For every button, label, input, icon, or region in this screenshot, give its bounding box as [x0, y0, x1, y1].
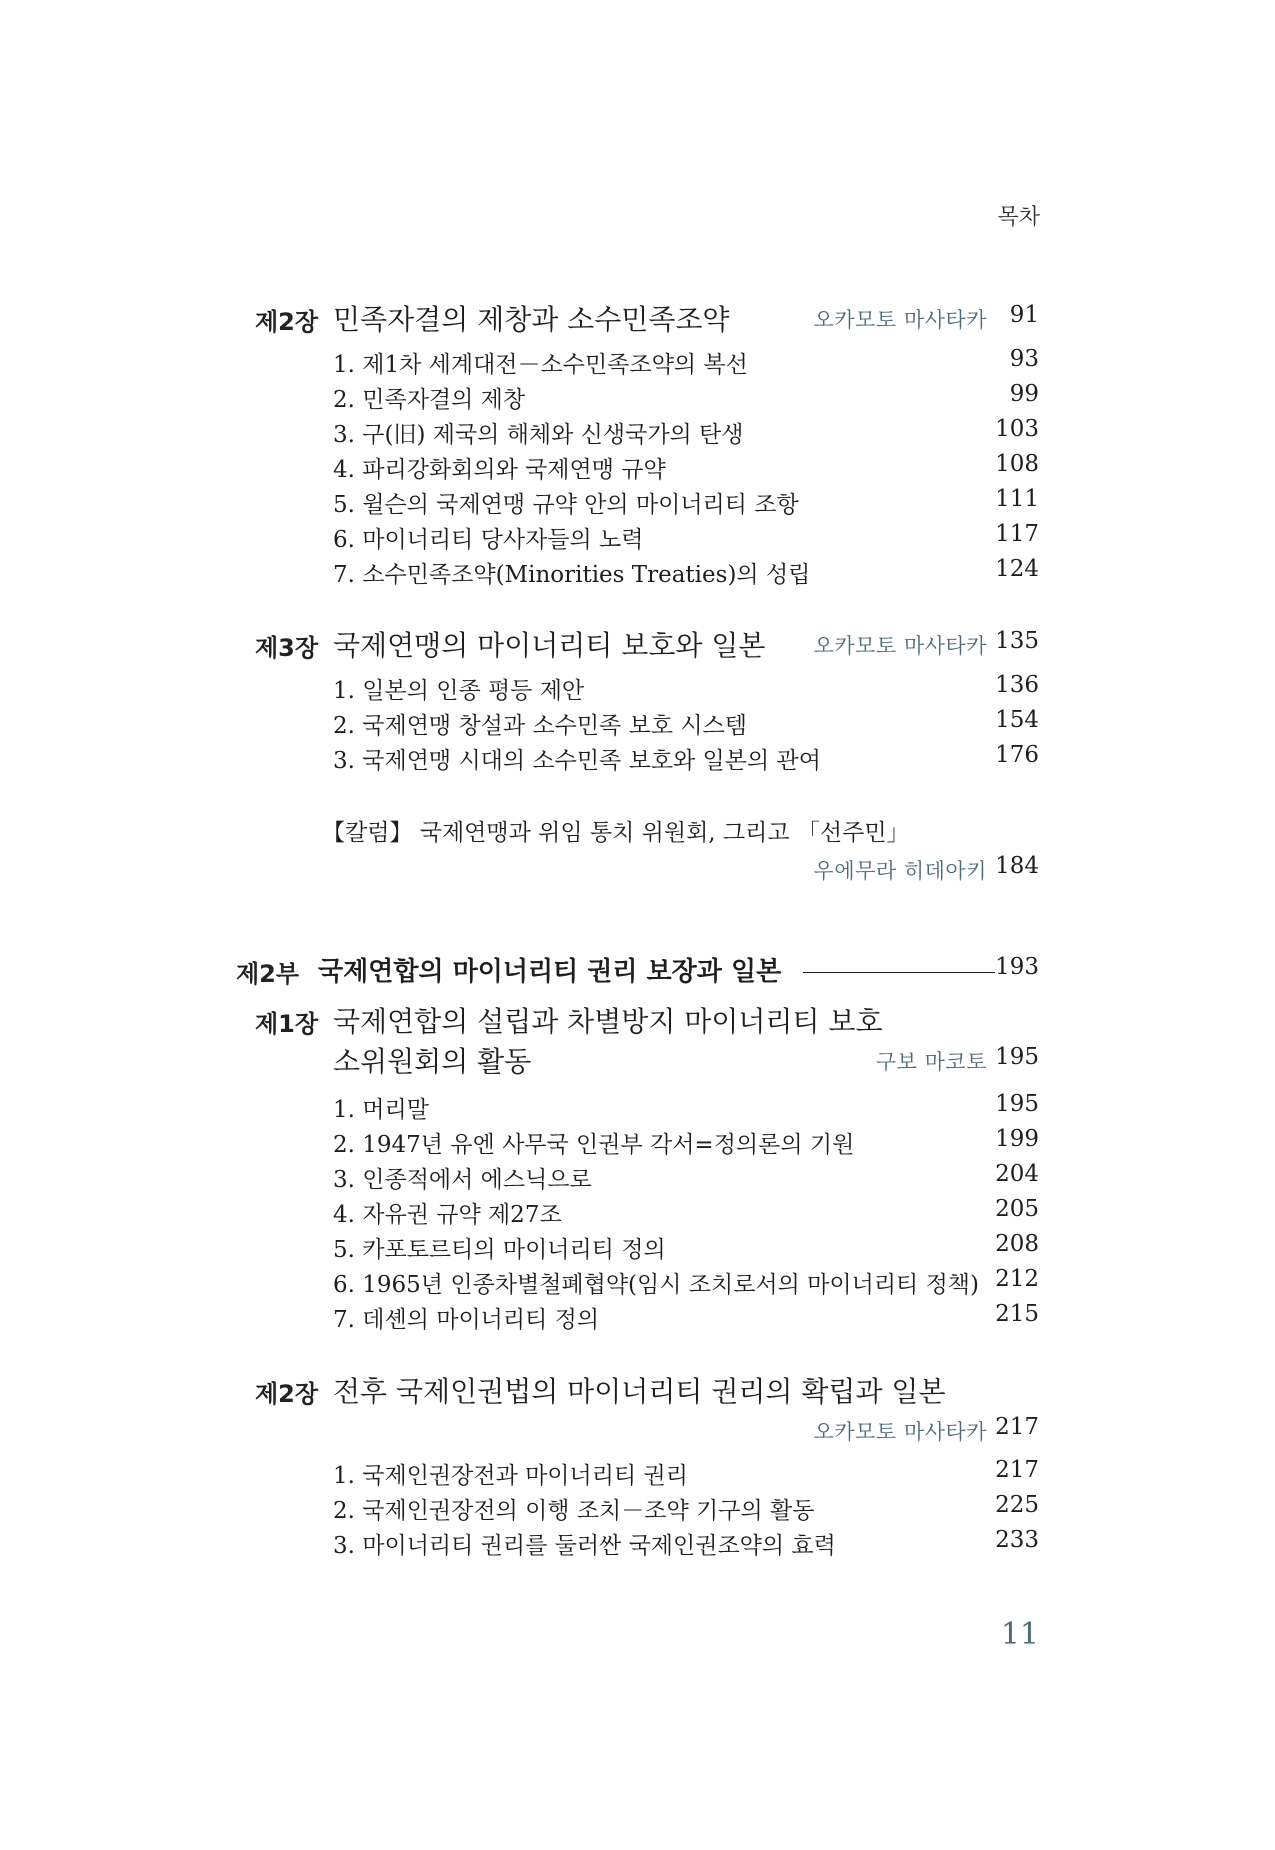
chapter-title: 전후 국제인권법의 마이너리티 권리의 확립과 일본 [333, 1375, 946, 1408]
page-number: 193 [995, 954, 1039, 980]
page-number: 215 [995, 1301, 1039, 1327]
section-title: 3. 국제연맹 시대의 소수민족 보호와 일본의 관여 [333, 748, 821, 774]
toc-section-entry [0, 1122, 1275, 1162]
section-title: 1. 일본의 인종 평등 제안 [333, 678, 585, 704]
toc-section-entry [0, 377, 1275, 417]
leader-rule [803, 972, 995, 973]
toc-section-entry [0, 1227, 1275, 1267]
toc-section-entry [0, 1453, 1275, 1493]
page-folio: 11 [1000, 1617, 1039, 1652]
chapter-author: 구보 마코토 [875, 1050, 987, 1074]
page-number: 205 [995, 1196, 1039, 1222]
section-title: 5. 카포토르티의 마이너리티 정의 [333, 1237, 666, 1263]
chapter-label: 제2장 [255, 1380, 319, 1408]
page-number: 199 [995, 1126, 1039, 1152]
page-number: 136 [995, 672, 1039, 698]
page-number: 217 [995, 1414, 1039, 1440]
page-number: 233 [995, 1527, 1039, 1553]
toc-column-author-row [0, 849, 1275, 889]
page-number: 135 [995, 628, 1039, 654]
section-title: 2. 국제인권장전의 이행 조치－조약 기구의 활동 [333, 1498, 815, 1524]
toc-section-entry [0, 552, 1275, 592]
chapter-title-line1: 국제연합의 설립과 차별방지 마이너리티 보호 [333, 1005, 883, 1038]
section-title: 2. 1947년 유엔 사무국 인권부 각서=정의론의 기원 [333, 1132, 855, 1158]
toc-chapter-entry [0, 1370, 1275, 1410]
toc-section-entry [0, 1192, 1275, 1232]
page-number: 195 [995, 1091, 1039, 1117]
running-header: 목차 [997, 205, 1040, 230]
toc-section-entry [0, 1488, 1275, 1528]
chapter-title-line2: 소위원회의 활동 [333, 1045, 532, 1078]
section-title: 7. 데셴의 마이너리티 정의 [333, 1307, 600, 1333]
toc-section-entry [0, 1157, 1275, 1197]
toc-chapter-entry [0, 298, 1275, 338]
chapter-author: 오카모토 마사타카 [813, 308, 987, 332]
page-number: 103 [995, 416, 1039, 442]
section-title: 6. 마이너리티 당사자들의 노력 [333, 527, 644, 553]
chapter-label: 제3장 [255, 634, 319, 662]
page-number: 154 [995, 707, 1039, 733]
page-number: 99 [1009, 381, 1039, 407]
page-number: 91 [1009, 302, 1039, 328]
toc-column-entry [0, 810, 1275, 850]
chapter-title: 국제연맹의 마이너리티 보호와 일본 [333, 629, 766, 662]
section-title: 3. 구(旧) 제국의 해체와 신생국가의 탄생 [333, 422, 744, 448]
section-title: 4. 파리강화회의와 국제연맹 규약 [333, 457, 666, 483]
section-title: 5. 윌슨의 국제연맹 규약 안의 마이너리티 조항 [333, 492, 799, 518]
chapter-title: 민족자결의 제창과 소수민족조약 [333, 303, 730, 336]
toc-section-entry [0, 668, 1275, 708]
toc-chapter-entry-cont [0, 1040, 1275, 1080]
section-title: 1. 제1차 세계대전－소수민족조약의 복선 [333, 352, 748, 378]
section-title: 6. 1965년 인종차별철폐협약(임시 조치로서의 마이너리티 정책) [333, 1272, 979, 1298]
toc-section-entry [0, 1087, 1275, 1127]
section-title: 3. 인종적에서 에스닉으로 [333, 1167, 592, 1193]
toc-part-entry [0, 950, 1275, 990]
page-number: 111 [995, 486, 1039, 512]
page-number: 108 [995, 451, 1039, 477]
part-title: 국제연합의 마이너리티 권리 보장과 일본 [318, 957, 782, 987]
section-title: 1. 국제인권장전과 마이너리티 권리 [333, 1463, 688, 1489]
section-title: 1. 머리말 [333, 1097, 429, 1123]
page-number: 117 [995, 521, 1039, 547]
chapter-label: 제1장 [255, 1010, 319, 1038]
toc-section-entry [0, 517, 1275, 557]
section-title: 7. 소수민족조약(Minorities Treaties)의 성립 [333, 562, 811, 588]
toc-chapter-entry [0, 624, 1275, 664]
page-number: 176 [995, 742, 1039, 768]
part-label: 제2부 [236, 960, 300, 988]
column-author: 우에무라 히데아키 [813, 859, 987, 883]
chapter-author: 오카모토 마사타카 [813, 1420, 987, 1444]
toc-section-entry [0, 1297, 1275, 1337]
page-number: 225 [995, 1492, 1039, 1518]
toc-chapter-author-row [0, 1410, 1275, 1450]
page-number: 93 [1009, 346, 1039, 372]
toc-section-entry [0, 447, 1275, 487]
toc-section-entry [0, 738, 1275, 778]
chapter-author: 오카모토 마사타카 [813, 634, 987, 658]
section-title: 2. 국제연맹 창설과 소수민족 보호 시스템 [333, 713, 747, 739]
toc-section-entry [0, 1523, 1275, 1563]
toc-chapter-entry [0, 1000, 1275, 1040]
toc-section-entry [0, 703, 1275, 743]
toc-section-entry [0, 342, 1275, 382]
section-title: 2. 민족자결의 제창 [333, 387, 526, 413]
page-number: 204 [995, 1161, 1039, 1187]
toc-section-entry [0, 412, 1275, 452]
column-title: 【칼럼】 국제연맹과 위임 통치 위원회, 그리고 「선주민」 [322, 820, 910, 846]
toc-section-entry [0, 1262, 1275, 1302]
toc-section-entry [0, 482, 1275, 522]
section-title: 4. 자유권 규약 제27조 [333, 1202, 562, 1228]
page-number: 208 [995, 1231, 1039, 1257]
page-number: 195 [995, 1044, 1039, 1070]
page-number: 124 [995, 556, 1039, 582]
section-title: 3. 마이너리티 권리를 둘러싼 국제인권조약의 효력 [333, 1533, 836, 1559]
page-number: 184 [995, 853, 1039, 879]
chapter-label: 제2장 [255, 308, 319, 336]
page-number: 212 [995, 1266, 1039, 1292]
page-number: 217 [995, 1457, 1039, 1483]
